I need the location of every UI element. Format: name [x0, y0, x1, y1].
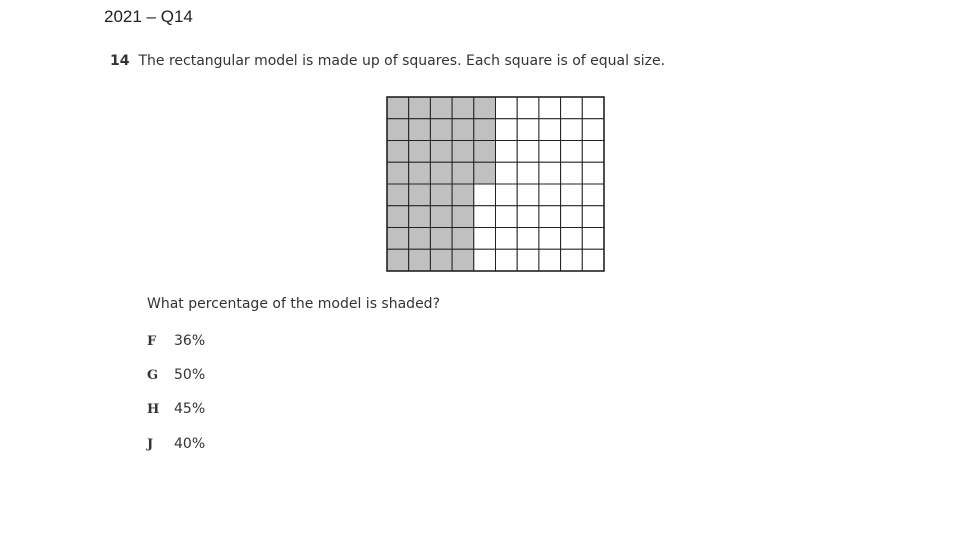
- unshaded-square: [496, 184, 518, 206]
- page-title: 2021 – Q14: [104, 7, 193, 26]
- unshaded-square: [539, 228, 561, 250]
- shaded-square: [452, 141, 474, 163]
- unshaded-square: [496, 141, 518, 163]
- unshaded-square: [582, 206, 604, 228]
- shaded-square: [409, 97, 431, 119]
- unshaded-square: [496, 206, 518, 228]
- unshaded-square: [496, 119, 518, 141]
- shaded-square: [474, 97, 496, 119]
- choice-value: 40%: [174, 436, 206, 452]
- unshaded-square: [474, 249, 496, 271]
- unshaded-square: [517, 206, 539, 228]
- unshaded-square: [539, 206, 561, 228]
- shaded-square: [430, 97, 452, 119]
- shaded-square: [409, 119, 431, 141]
- unshaded-square: [496, 249, 518, 271]
- choice-value: 36%: [174, 333, 206, 349]
- unshaded-square: [539, 249, 561, 271]
- shaded-square: [452, 228, 474, 250]
- unshaded-square: [517, 162, 539, 184]
- shaded-square: [430, 162, 452, 184]
- unshaded-square: [539, 97, 561, 119]
- shaded-square: [474, 162, 496, 184]
- question-stem: [110, 53, 665, 69]
- unshaded-square: [474, 184, 496, 206]
- shaded-square: [409, 184, 431, 206]
- unshaded-square: [561, 206, 583, 228]
- unshaded-square: [496, 97, 518, 119]
- unshaded-square: [582, 184, 604, 206]
- rectangular-model: [386, 96, 605, 272]
- unshaded-square: [561, 184, 583, 206]
- choice-value: 50%: [174, 367, 206, 383]
- choice-letter: J: [147, 437, 154, 452]
- question-prompt: What percentage of the model is shaded?: [147, 296, 440, 312]
- unshaded-square: [474, 228, 496, 250]
- unshaded-square: [517, 249, 539, 271]
- shaded-square: [474, 141, 496, 163]
- unshaded-square: [539, 184, 561, 206]
- shaded-square: [430, 184, 452, 206]
- unshaded-square: [561, 162, 583, 184]
- unshaded-square: [517, 184, 539, 206]
- unshaded-square: [517, 228, 539, 250]
- shaded-square: [452, 119, 474, 141]
- unshaded-square: [561, 141, 583, 163]
- shaded-square: [430, 228, 452, 250]
- shaded-square: [387, 119, 409, 141]
- shaded-square: [430, 249, 452, 271]
- shaded-square: [430, 141, 452, 163]
- shaded-square: [452, 97, 474, 119]
- answer-choice-h[interactable]: [147, 401, 205, 417]
- answer-choice-f[interactable]: [147, 333, 205, 349]
- unshaded-square: [539, 119, 561, 141]
- shaded-square: [409, 162, 431, 184]
- choice-value: 45%: [174, 401, 206, 417]
- unshaded-square: [539, 141, 561, 163]
- unshaded-square: [561, 97, 583, 119]
- shaded-square: [387, 206, 409, 228]
- shaded-square: [409, 249, 431, 271]
- shaded-square: [452, 184, 474, 206]
- answer-choice-j[interactable]: [147, 436, 205, 452]
- unshaded-square: [496, 228, 518, 250]
- choice-letter: G: [147, 368, 159, 383]
- unshaded-square: [474, 206, 496, 228]
- shaded-square: [387, 184, 409, 206]
- shaded-square: [409, 141, 431, 163]
- unshaded-square: [582, 141, 604, 163]
- unshaded-square: [582, 249, 604, 271]
- unshaded-square: [561, 119, 583, 141]
- unshaded-square: [582, 162, 604, 184]
- unshaded-square: [539, 162, 561, 184]
- shaded-square: [387, 249, 409, 271]
- shaded-square: [430, 119, 452, 141]
- unshaded-square: [582, 228, 604, 250]
- unshaded-square: [517, 97, 539, 119]
- shaded-square: [387, 162, 409, 184]
- shaded-square: [387, 228, 409, 250]
- shaded-square: [387, 141, 409, 163]
- shaded-square: [409, 206, 431, 228]
- unshaded-square: [561, 249, 583, 271]
- unshaded-square: [496, 162, 518, 184]
- shaded-square: [387, 97, 409, 119]
- unshaded-square: [517, 119, 539, 141]
- answer-choice-g[interactable]: [147, 367, 205, 383]
- shaded-square: [430, 206, 452, 228]
- unshaded-square: [561, 228, 583, 250]
- shaded-square: [474, 119, 496, 141]
- shaded-square: [452, 249, 474, 271]
- choice-letter: H: [147, 402, 160, 417]
- shaded-square: [452, 206, 474, 228]
- question-number: 14: [110, 53, 130, 69]
- unshaded-square: [517, 141, 539, 163]
- shaded-square: [409, 228, 431, 250]
- unshaded-square: [582, 119, 604, 141]
- shaded-square: [452, 162, 474, 184]
- unshaded-square: [582, 97, 604, 119]
- question-text: The rectangular model is made up of squares. Each square is of equal size.: [138, 53, 666, 69]
- choice-letter: F: [147, 334, 157, 349]
